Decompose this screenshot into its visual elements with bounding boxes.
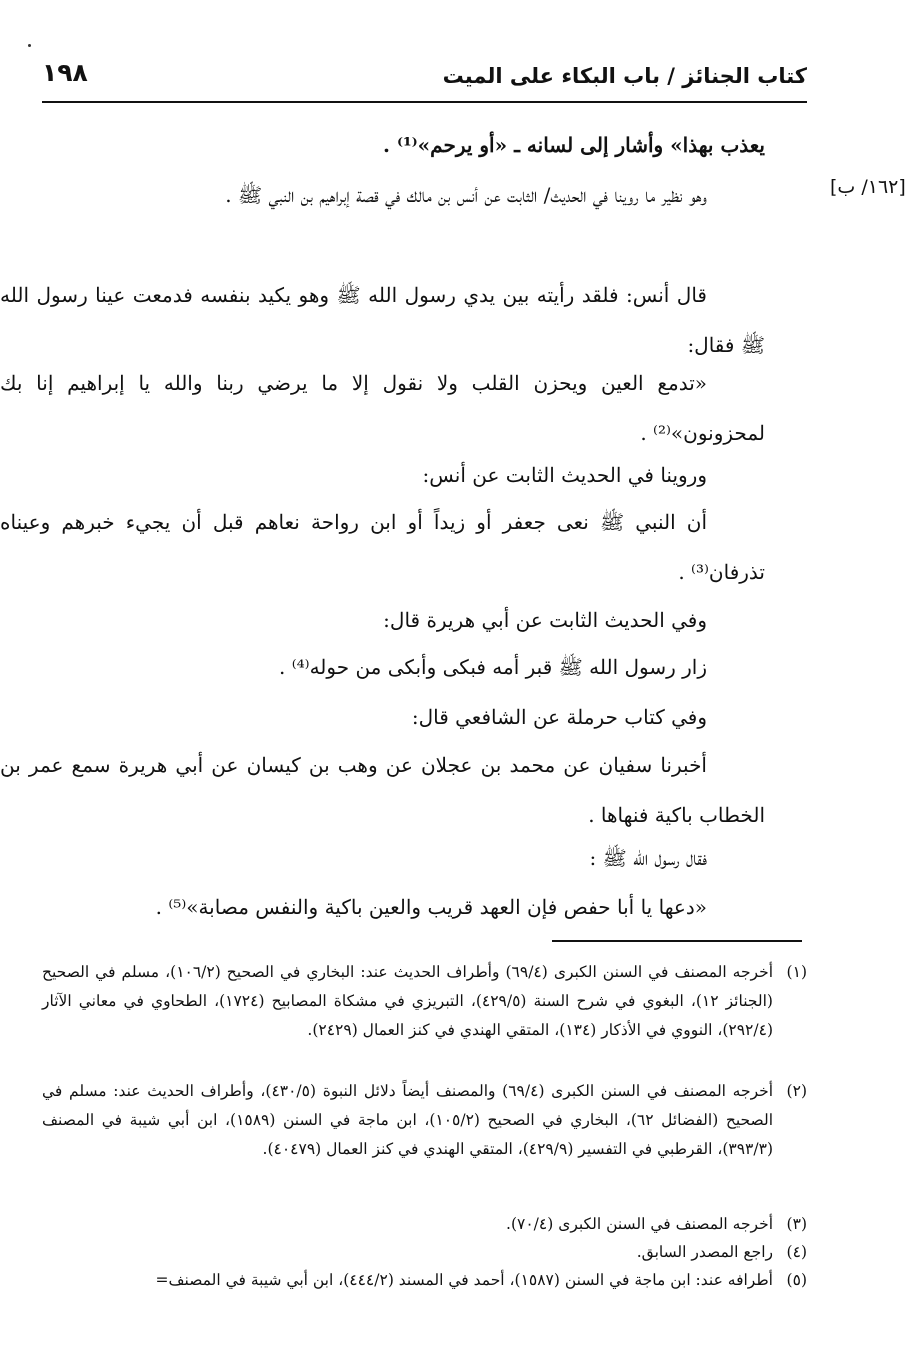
footnote-text: أخرجه المصنف في السنن الكبرى (٦٩/٤) وأطراف الحديث عند: البخاري في الصحيح (١٠٦/٢)، مسلم في الصحيح (الجنائز ١٢)، البغوي في شرح السنة (٤٢٩/٥)، التبريزي في مشكاة المصابيح (١٧٢٤)، الطحاوي في معاني الآثار (٢٩٢/٤)، النووي في الأذكار (١٣٤)، المتقي الهندي في كنز العمال (٢٤٢٩). — [42, 963, 773, 1039]
paragraph: وفي الحديث الثابت عن أبي هريرة قال: — [383, 608, 707, 632]
paragraph: وروينا في الحديث الثابت عن أنس: — [422, 463, 707, 487]
paragraph: أن النبي ﷺ نعى جعفر أو زيداً أو ابن رواحة نعاهم قبل أن يجيء خبرهم وعيناه تذرفان⁽³⁾ . — [0, 510, 765, 584]
paragraph: «دعها يا أبا حفص فإن العهد قريب والعين باكية والنفس مصابة»⁽⁵⁾ . — [155, 895, 707, 919]
running-header — [42, 58, 807, 98]
footnote — [42, 958, 807, 1045]
header-rule — [42, 101, 807, 103]
page-number: ١٩٨ — [42, 58, 88, 87]
paragraph: أخبرنا سفيان عن محمد بن عجلان عن وهب بن كيسان عن أبي هريرة سمع عمر بن الخطاب باكية فنهاها . — [0, 753, 765, 827]
footnote-number: (٢) — [786, 1082, 807, 1100]
paragraph: زار رسول الله ﷺ قبر أمه فبكى وأبكى من حوله⁽⁴⁾ . — [279, 655, 707, 679]
footnote-text: أخرجه المصنف في السنن الكبرى (٧٠/٤). — [506, 1215, 773, 1233]
footnote-number: (٤) — [786, 1243, 807, 1261]
margin-folio-reference: [١٦٢/ ب] — [830, 176, 906, 198]
footnote-number: (٥) — [786, 1271, 807, 1289]
paragraph: يعذب بهذا» وأشار إلى لسانه ـ «أو يرحم»⁽¹⁾ . — [383, 133, 765, 157]
paragraph: وفي كتاب حرملة عن الشافعي قال: — [411, 705, 707, 729]
footnote-text: راجع المصدر السابق. — [636, 1243, 773, 1261]
paragraph: وهو نظير ما روينا في الحديث/ الثابت عن أنس بن مالك في قصة إبراهيم بن النبي ﷺ . — [225, 183, 707, 207]
paragraph: «تدمع العين ويحزن القلب ولا نقول إلا ما يرضي ربنا والله يا إبراهيم إنا بك لمحزونون»⁽²⁾ . — [0, 371, 765, 445]
paragraph: قال أنس: فلقد رأيته بين يدي رسول الله ﷺ وهو يكيد بنفسه فدمعت عينا رسول الله ﷺ فقال: — [0, 283, 765, 357]
footnote — [42, 1238, 807, 1267]
footnote-number: (١) — [786, 963, 807, 981]
footnote-separator — [552, 940, 802, 942]
footnote — [42, 1266, 807, 1295]
footnote — [42, 1077, 807, 1164]
footnote-text: أطرافه عند: ابن ماجة في السنن (١٥٨٧)، أحمد في المسند (٤٤٤/٢)، ابن أبي شيبة في المصنف= — [155, 1271, 773, 1289]
paragraph: فقال رسول الله ﷺ : — [589, 846, 707, 870]
chapter-title: كتاب الجنائز / باب البكاء على الميت — [442, 64, 807, 88]
footnote-number: (٣) — [786, 1215, 807, 1233]
footnote — [42, 1210, 807, 1239]
footnote-text: أخرجه المصنف في السنن الكبرى (٦٩/٤) والمصنف أيضاً دلائل النبوة (٤٣٠/٥)، وأطراف الحديث عند: مسلم في الصحيح (الفضائل ٦٢)، البخاري في الصحيح (١٠٥/٢)، ابن ماجة في السنن (١٥٨٩)، ابن أبي شيبة في المصنف (٣٩٣/٣)، القرطبي في التفسير (٤٢٩/٩)، المتقي الهندي في كنز العمال (٤٠٤٧٩). — [42, 1082, 774, 1158]
print-speck — [28, 44, 31, 47]
